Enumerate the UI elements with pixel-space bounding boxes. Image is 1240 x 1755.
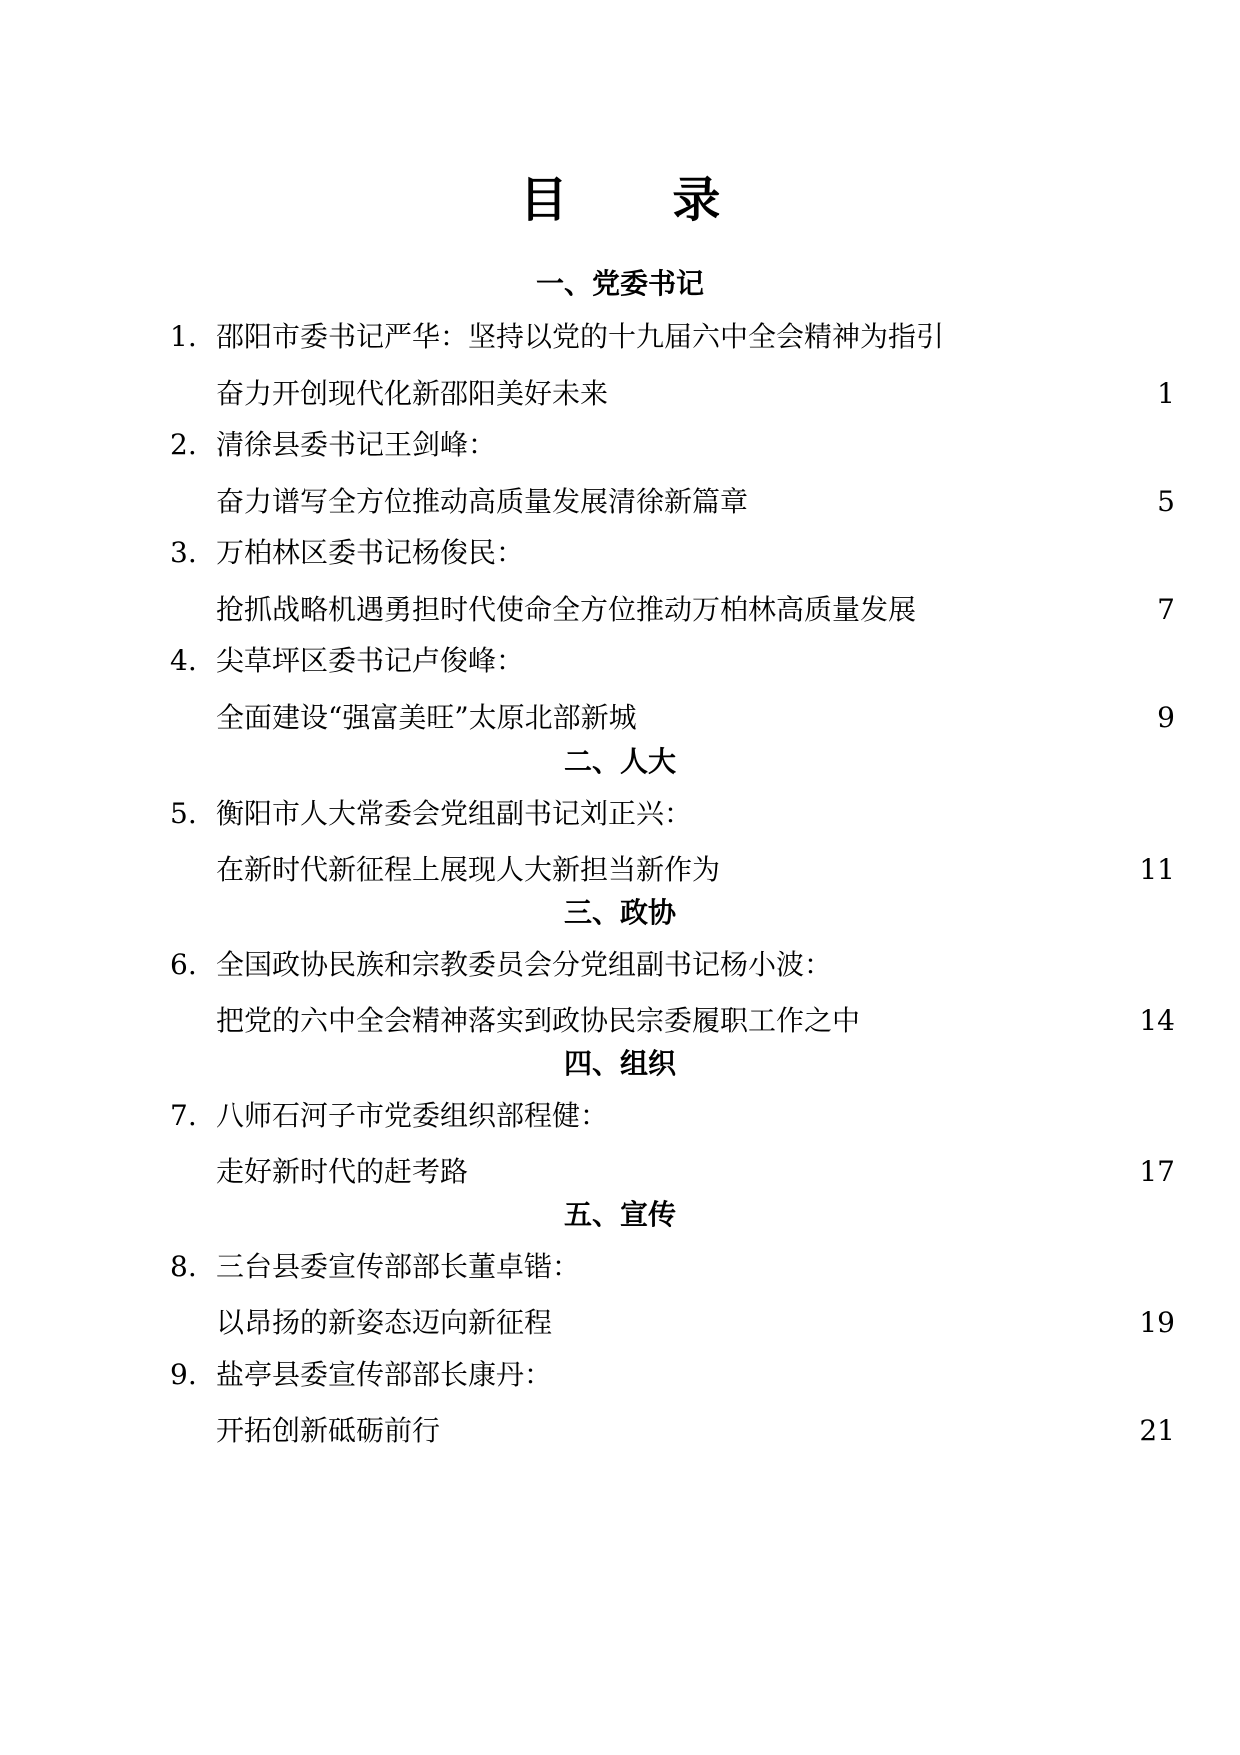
entry-title-line[interactable]: 把党的六中全会精神落实到政协民宗委履职工作之中: [216, 1004, 861, 1037]
entry-number: 8.: [170, 1250, 197, 1283]
entry-title-line[interactable]: 抢抓战略机遇勇担时代使命全方位推动万柏林高质量发展: [216, 593, 917, 626]
entry-title-line[interactable]: 以昂扬的新姿态迈向新征程: [216, 1306, 553, 1339]
entry-number: 3.: [170, 536, 197, 569]
entry-author-line[interactable]: 清徐县委书记王剑峰：: [216, 428, 497, 461]
entry-author-line[interactable]: 三台县委宣传部部长董卓锴：: [216, 1250, 581, 1283]
entry-number: 9.: [170, 1358, 197, 1391]
section-heading: 三、政协: [563, 896, 676, 929]
entry-title-line[interactable]: 开拓创新砥砺前行: [216, 1414, 441, 1447]
section-heading: 四、组织: [563, 1047, 676, 1080]
entry-number: 4.: [170, 644, 197, 677]
entry-number: 1.: [170, 320, 197, 353]
entry-title-line[interactable]: 全面建设“强富美旺”太原北部新城: [216, 701, 637, 734]
entry-page-number: 9: [1157, 701, 1175, 734]
entry-title-line[interactable]: 奋力开创现代化新邵阳美好未来: [216, 377, 609, 410]
entry-author-line[interactable]: 万柏林区委书记杨俊民：: [216, 536, 525, 569]
entry-page-number: 11: [1139, 853, 1175, 886]
toc-title: 目 录: [519, 172, 765, 228]
entry-page-number: 21: [1139, 1414, 1175, 1447]
section-heading: 二、人大: [563, 745, 676, 778]
entry-author-line[interactable]: 尖草坪区委书记卢俊峰：: [216, 644, 525, 677]
entry-title-line[interactable]: 奋力谱写全方位推动高质量发展清徐新篇章: [216, 485, 749, 518]
entry-title-line[interactable]: 走好新时代的赶考路: [216, 1155, 469, 1188]
entry-page-number: 14: [1139, 1004, 1175, 1037]
entry-page-number: 19: [1139, 1306, 1175, 1339]
entry-number: 5.: [170, 797, 197, 830]
entry-number: 2.: [170, 428, 197, 461]
entry-page-number: 7: [1157, 593, 1175, 626]
entry-page-number: 5: [1157, 485, 1175, 518]
section-heading: 五、宣传: [563, 1198, 676, 1231]
entry-author-line[interactable]: 八师石河子市党委组织部程健：: [216, 1099, 609, 1132]
entry-number: 6.: [170, 948, 197, 981]
entry-author-line[interactable]: 盐亭县委宣传部部长康丹：: [216, 1358, 553, 1391]
entry-author-line[interactable]: 衡阳市人大常委会党组副书记刘正兴：: [216, 797, 693, 830]
entry-page-number: 17: [1139, 1155, 1175, 1188]
entry-author-line[interactable]: 邵阳市委书记严华：坚持以党的十九届六中全会精神为指引: [216, 320, 945, 353]
entry-page-number: 1: [1157, 377, 1175, 410]
entry-title-line[interactable]: 在新时代新征程上展现人大新担当新作为: [216, 853, 721, 886]
section-heading: 一、党委书记: [535, 267, 704, 300]
entry-author-line[interactable]: 全国政协民族和宗教委员会分党组副书记杨小波：: [216, 948, 833, 981]
entry-number: 7.: [170, 1099, 197, 1132]
